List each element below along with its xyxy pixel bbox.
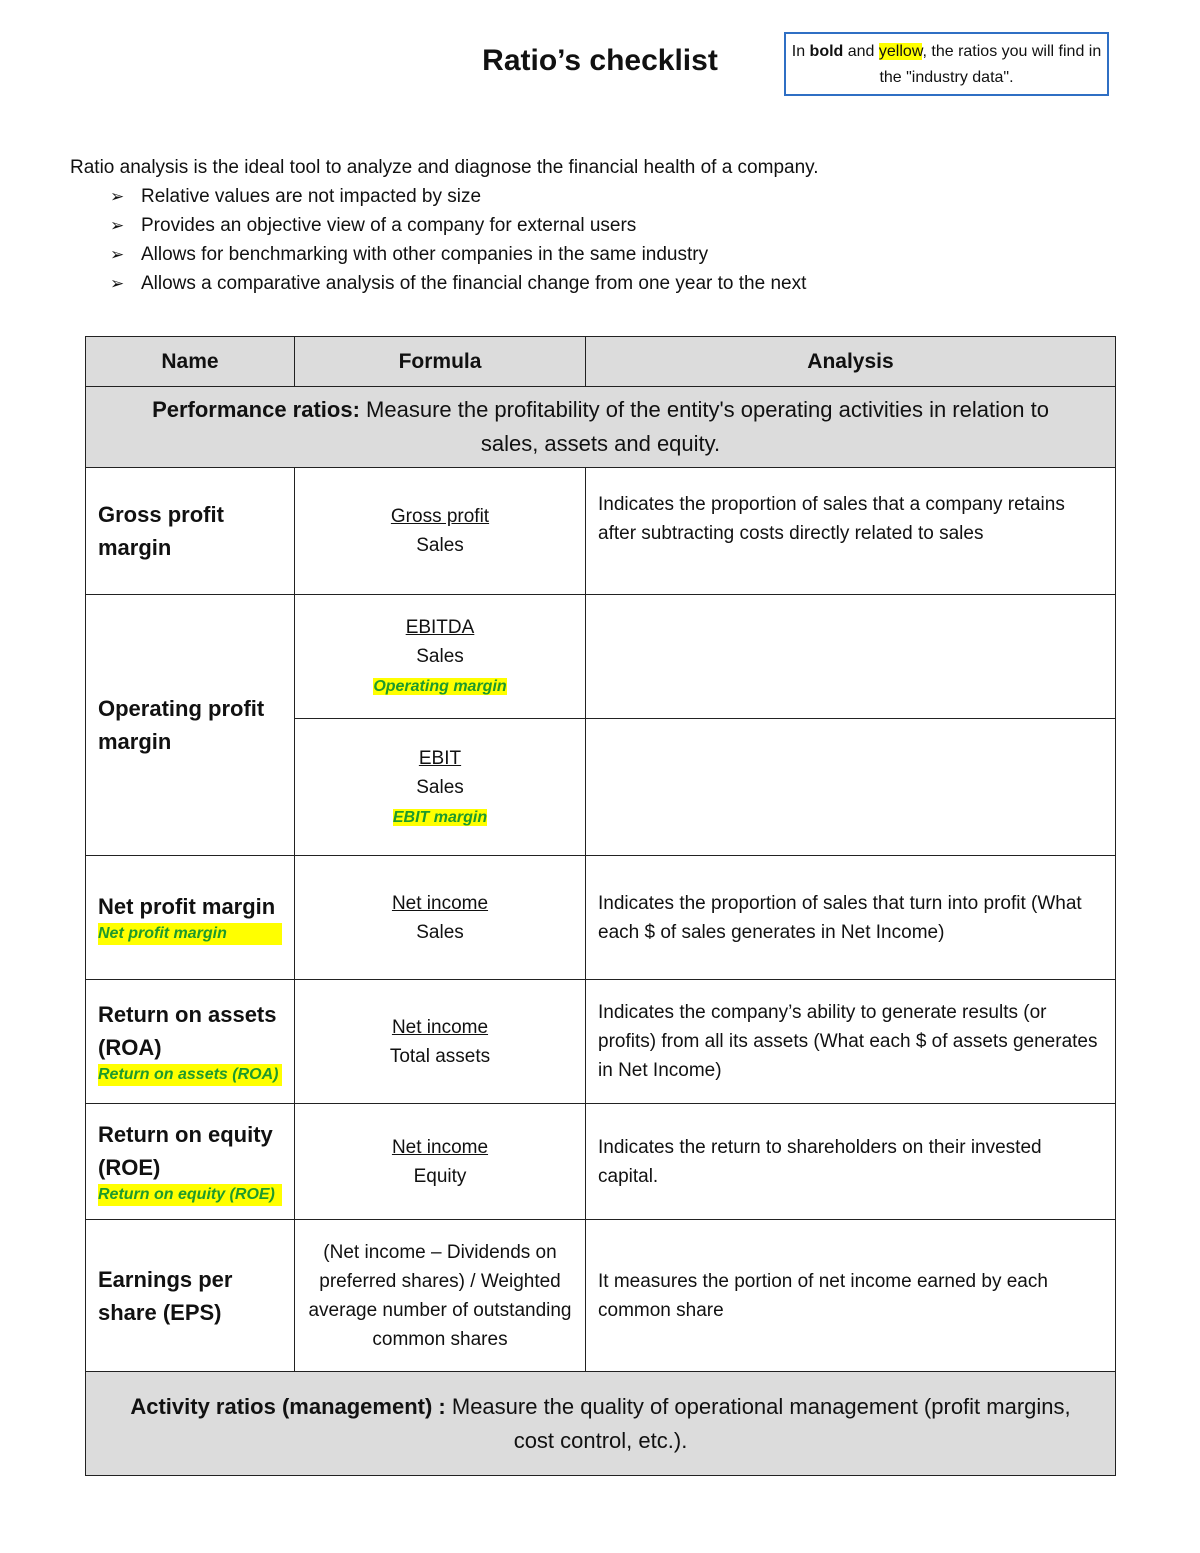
section-row-performance — [86, 387, 1116, 468]
list-item — [110, 182, 1130, 211]
column-header-name: Name — [86, 337, 295, 387]
ratio-analysis: It measures the portion of net income earned by each common share — [586, 1220, 1116, 1372]
arrow-bullet-icon: ➢ — [110, 245, 125, 264]
ratio-analysis — [586, 719, 1116, 856]
page-title: Ratio’s checklist — [482, 44, 718, 77]
table-row — [86, 595, 1116, 719]
ratio-analysis: Indicates the proportion of sales that turn into profit (What each $ of sales generates in Net Income) — [586, 856, 1116, 980]
ratio-formula: (Net income – Dividends on preferred shares) / Weighted average number of outstanding common shares — [295, 1220, 586, 1372]
industry-data-tag: Operating margin — [373, 678, 507, 695]
formula-denominator: Sales — [416, 776, 464, 798]
section-performance — [86, 387, 1116, 468]
legend-note — [784, 32, 1109, 96]
ratio-analysis — [586, 595, 1116, 719]
formula-numerator: EBITDA — [405, 617, 475, 638]
ratio-name-cell — [86, 1104, 295, 1220]
formula-numerator: Gross profit — [390, 506, 490, 527]
list-item — [110, 240, 1130, 269]
ratio-formula — [295, 468, 586, 595]
formula-denominator: Sales — [416, 535, 464, 556]
ratio-name: Earnings per share (EPS) — [86, 1220, 295, 1372]
ratio-analysis: Indicates the company’s ability to generate results (or profits) from all its assets (What each $ of assets generates in Net Income) — [586, 980, 1116, 1104]
intro-section — [70, 153, 1130, 298]
formula-denominator: Total assets — [389, 1045, 491, 1067]
bullet-text: Allows for benchmarking with other companies in the same industry — [141, 244, 709, 265]
ratio-formula — [295, 595, 586, 719]
formula-numerator: Net income — [391, 1016, 489, 1038]
column-header-formula: Formula — [295, 337, 586, 387]
section-desc: Measure the profitability of the entity's operating activities in relation to sales, assets and equity. — [359, 397, 1049, 456]
ratio-name: Operating profit margin — [86, 595, 295, 856]
ratio-analysis: Indicates the proportion of sales that a company retains after subtracting costs directly related to sales — [586, 468, 1116, 595]
intro-bullet-list — [70, 182, 1130, 298]
ratio-formula — [295, 980, 586, 1104]
bullet-text: Allows a comparative analysis of the financial change from one year to the next — [141, 273, 807, 294]
list-item — [110, 269, 1130, 298]
arrow-bullet-icon: ➢ — [110, 187, 125, 206]
formula-numerator: Net income — [391, 1136, 489, 1158]
table-row — [86, 980, 1116, 1104]
industry-data-tag: Net profit margin — [98, 923, 282, 945]
ratio-name: Return on assets (ROA) — [98, 1001, 277, 1060]
section-activity — [86, 1372, 1116, 1476]
note-yellow: yellow — [878, 43, 923, 60]
formula-denominator: Sales — [416, 921, 464, 943]
table-row — [86, 468, 1116, 595]
column-header-analysis: Analysis — [586, 337, 1116, 387]
note-text-1: In — [791, 43, 810, 60]
industry-data-tag: Return on equity (ROE) — [98, 1184, 282, 1206]
note-bold: bold — [809, 43, 844, 60]
ratio-formula — [295, 856, 586, 980]
ratio-formula — [295, 1104, 586, 1220]
ratio-name: Return on equity (ROE) — [98, 1121, 273, 1180]
industry-data-tag: EBIT margin — [392, 808, 488, 826]
industry-data-tag: Return on assets (ROA) — [98, 1064, 282, 1086]
ratio-name-cell — [86, 856, 295, 980]
formula-numerator: Net income — [391, 892, 489, 914]
arrow-bullet-icon: ➢ — [110, 216, 125, 235]
table-row — [86, 856, 1116, 980]
intro-lead: Ratio analysis is the ideal tool to analyze and diagnose the financial health of a company. — [70, 157, 819, 178]
ratio-name-cell — [86, 980, 295, 1104]
table-row — [86, 1220, 1116, 1372]
section-row-activity — [86, 1372, 1116, 1476]
arrow-bullet-icon: ➢ — [110, 274, 125, 293]
ratio-name: Net profit margin — [98, 894, 276, 919]
bullet-text: Provides an objective view of a company for external users — [141, 215, 637, 236]
ratio-analysis: Indicates the return to shareholders on their invested capital. — [586, 1104, 1116, 1220]
list-item — [110, 211, 1130, 240]
ratio-name: Gross profit margin — [86, 468, 295, 595]
formula-numerator: EBIT — [418, 747, 462, 769]
ratio-formula — [295, 719, 586, 856]
section-title: Activity ratios (management) : — [130, 1393, 446, 1419]
formula-denominator: Equity — [413, 1165, 467, 1187]
ratio-table — [85, 336, 1116, 1476]
section-title: Performance ratios: — [152, 397, 360, 422]
formula-denominator: Sales — [416, 646, 464, 667]
note-text-2: and — [843, 43, 879, 60]
bullet-text: Relative values are not impacted by size — [141, 186, 482, 207]
section-desc: Measure the quality of operational management (profit margins, cost control, etc.). — [445, 1393, 1071, 1453]
table-row — [86, 1104, 1116, 1220]
table-header-row — [86, 337, 1116, 387]
note-text-3: , the ratios you will find in the "industry data". — [879, 43, 1102, 86]
